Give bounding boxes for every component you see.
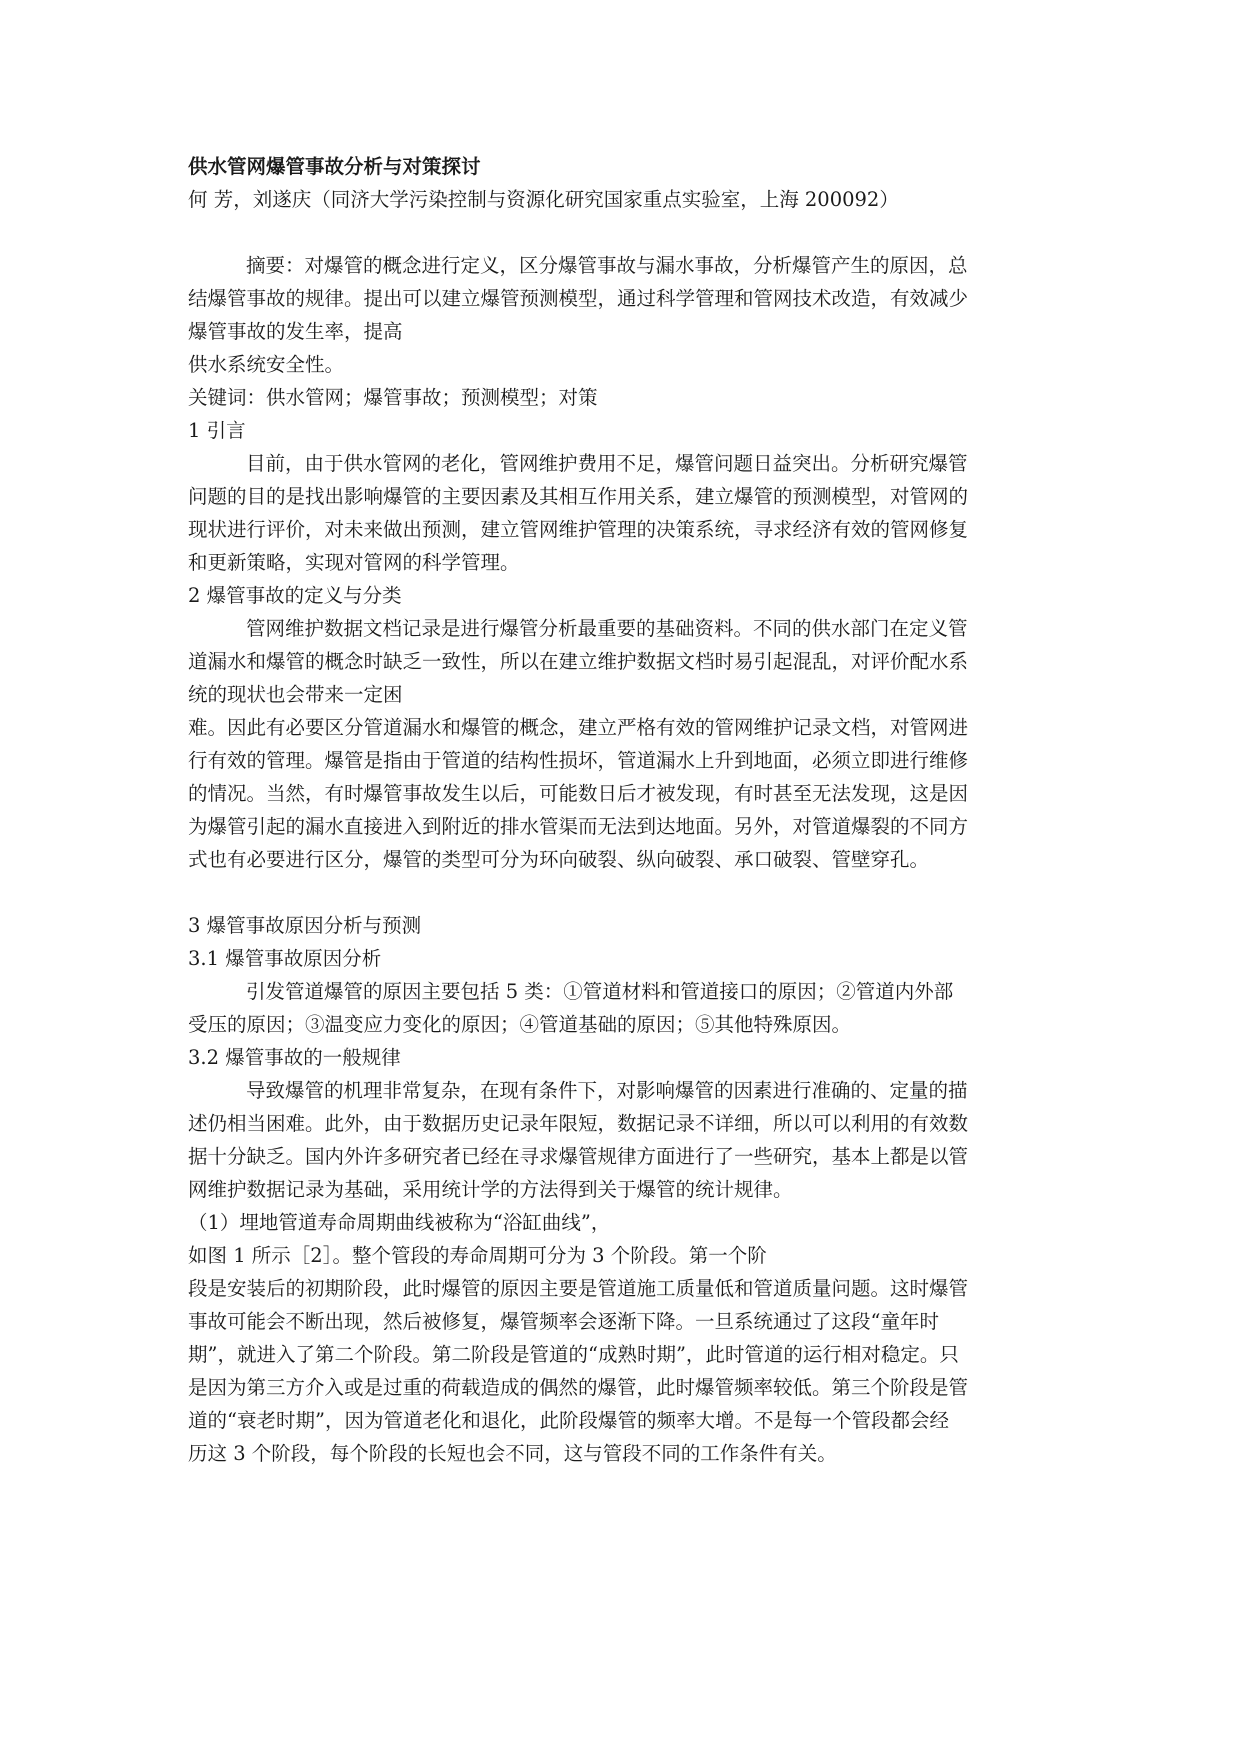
spacer (188, 876, 1048, 909)
subsection-heading-3-2: 3.2 爆管事故的一般规律 (188, 1046, 401, 1069)
paragraph-line: 的情况。当然，有时爆管事故发生以后，可能数日后才被发现，有时甚至无法发现，这是因 (188, 782, 969, 805)
paragraph-line: 道的“衰老时期”，因为管道老化和退化，此阶段爆管的频率大增。不是每一个管段都会经 (188, 1409, 949, 1432)
abstract-line: 结爆管事故的规律。提出可以建立爆管预测模型，通过科学管理和管网技术改造，有效减少 (188, 287, 969, 310)
section-heading-2: 2 爆管事故的定义与分类 (188, 584, 402, 607)
paragraph-line: 历这 3 个阶段，每个阶段的长短也会不同，这与管段不同的工作条件有关。 (188, 1442, 837, 1465)
paragraph-line: 现状进行评价，对未来做出预测，建立管网维护管理的决策系统，寻求经济有效的管网修复 (188, 518, 969, 541)
paragraph-line: 道漏水和爆管的概念时缺乏一致性，所以在建立维护数据文档时易引起混乱，对评价配水系 (188, 650, 969, 673)
paragraph-line: 段是安装后的初期阶段，此时爆管的原因主要是管道施工质量低和管道质量问题。这时爆管 (188, 1277, 969, 1300)
paragraph (188, 1074, 1048, 1206)
keywords: 关键词：供水管网；爆管事故；预测模型；对策 (188, 386, 598, 409)
subsection-heading-3-1: 3.1 爆管事故原因分析 (188, 947, 382, 970)
paragraph (188, 975, 1048, 1041)
section-heading-1: 1 引言 (188, 419, 246, 442)
paragraph-line: 期”，就进入了第二个阶段。第二阶段是管道的“成熟时期”，此时管道的运行相对稳定。只 (188, 1343, 959, 1366)
abstract-line: 摘要：对爆管的概念进行定义，区分爆管事故与漏水事故，分析爆管产生的原因，总 (246, 254, 968, 277)
paragraph-line: 网维护数据记录为基础，采用统计学的方法得到关于爆管的统计规律。 (188, 1178, 793, 1201)
list-item-heading: （1）埋地管道寿命周期曲线被称为“浴缸曲线”， (188, 1211, 611, 1234)
paragraph-line: 问题的目的是找出影响爆管的主要因素及其相互作用关系，建立爆管的预测模型，对管网的 (188, 485, 969, 508)
paragraph-line: 述仍相当困难。此外，由于数据历史记录年限短，数据记录不详细，所以可以利用的有效数 (188, 1112, 969, 1135)
section-heading-3: 3 爆管事故原因分析与预测 (188, 914, 422, 937)
paragraph-line: 和更新策略，实现对管网的科学管理。 (188, 551, 520, 574)
paragraph-line: 式也有必要进行区分，爆管的类型可分为环向破裂、纵向破裂、承口破裂、管壁穿孔。 (188, 848, 930, 871)
paragraph-line: 是因为第三方介入或是过重的荷载造成的偶然的爆管，此时爆管频率较低。第三个阶段是管 (188, 1376, 969, 1399)
paragraph-line: 目前，由于供水管网的老化，管网维护费用不足，爆管问题日益突出。分析研究爆管 (246, 452, 968, 475)
paragraph-line: 导致爆管的机理非常复杂，在现有条件下，对影响爆管的因素进行准确的、定量的描 (246, 1079, 968, 1102)
abstract-line: 爆管事故的发生率，提高 (188, 320, 403, 343)
paragraph-line: 行有效的管理。爆管是指由于管道的结构性损坏，管道漏水上升到地面，必须立即进行维修 (188, 749, 969, 772)
paragraph-line: 统的现状也会带来一定困 (188, 683, 403, 706)
abstract (188, 249, 1048, 381)
abstract-line: 供水系统安全性。 (188, 353, 345, 376)
paragraph-line: 难。因此有必要区分管道漏水和爆管的概念，建立严格有效的管网维护记录文档，对管网进 (188, 716, 969, 739)
paragraph (188, 612, 1048, 711)
paragraph-line: 引发管道爆管的原因主要包括 5 类：①管道材料和管道接口的原因；②管道内外部 (246, 980, 954, 1003)
paragraph-line: 据十分缺乏。国内外许多研究者已经在寻求爆管规律方面进行了一些研究，基本上都是以管 (188, 1145, 969, 1168)
paragraph-line: 管网维护数据文档记录是进行爆管分析最重要的基础资料。不同的供水部门在定义管 (246, 617, 968, 640)
paragraph-line: 如图 1 所示［2］。整个管段的寿命周期可分为 3 个阶段。第一个阶 (188, 1244, 767, 1267)
paragraph-line: 受压的原因；③温变应力变化的原因；④管道基础的原因；⑤其他特殊原因。 (188, 1013, 852, 1036)
paragraph-line: 为爆管引起的漏水直接进入到附近的排水管渠而无法到达地面。另外，对管道爆裂的不同方 (188, 815, 969, 838)
paragraph (188, 447, 1048, 579)
spacer (188, 216, 1048, 249)
author-line: 何 芳，刘遂庆（同济大学污染控制与资源化研究国家重点实验室，上海 200092） (188, 188, 899, 211)
document-page (188, 150, 1048, 1470)
paragraph (188, 1272, 1048, 1470)
paper-title: 供水管网爆管事故分析与对策探讨 (188, 155, 481, 178)
paragraph (188, 711, 1048, 876)
paragraph-line: 事故可能会不断出现，然后被修复，爆管频率会逐渐下降。一旦系统通过了这段“童年时 (188, 1310, 939, 1333)
